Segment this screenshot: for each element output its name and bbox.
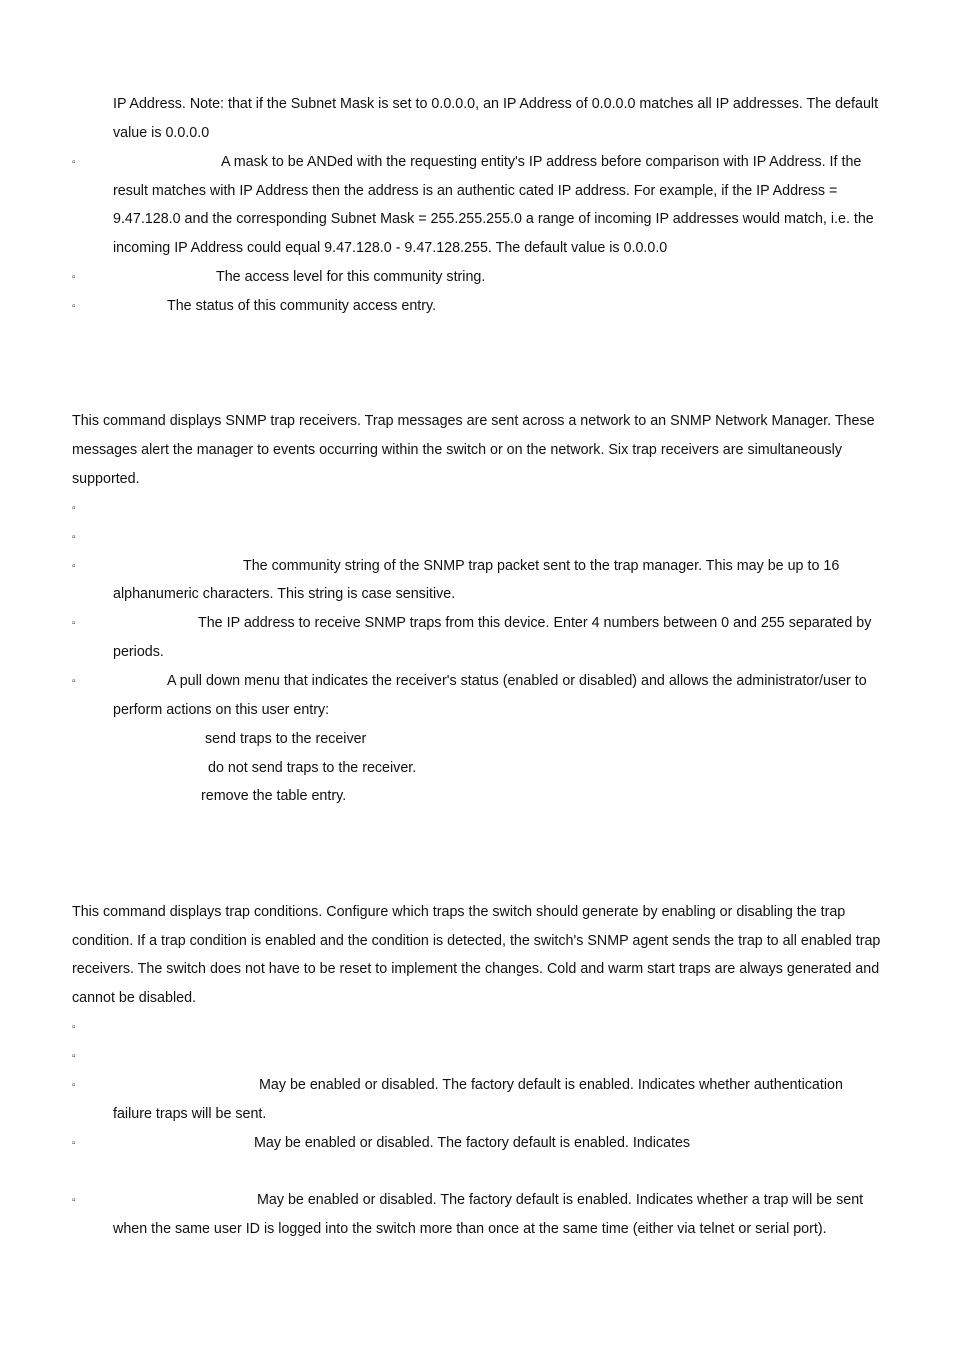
ip-address-desc-line-2: value is 0.0.0.0 — [113, 125, 210, 141]
receiver-status-desc-line-1: A pull down menu that indicates the receiver's status (enabled or disabled) and allows the administrator/user to — [167, 673, 867, 689]
multiple-users-flag-desc-line-1: May be enabled or disabled. The factory default is enabled. Indicates whether a trap will be sent — [257, 1192, 864, 1208]
bullet-marker: ▫ — [72, 676, 76, 687]
ip-address-receiver-desc-line-1: The IP address to receive SNMP traps from this device. Enter 4 numbers between 0 and 255 separated by — [198, 615, 872, 631]
status-option-disable-desc: do not send traps to the receiver. — [208, 760, 417, 776]
bullet-marker: ▫ — [72, 1051, 76, 1062]
bullet-marker: ▫ — [72, 301, 76, 312]
subnet-mask-desc-line-1: A mask to be ANDed with the requesting entity's IP address before comparison with IP Address. If the — [221, 154, 862, 170]
bullet-marker: ▫ — [72, 272, 76, 283]
authentication-flag-desc-line-2: failure traps will be sent. — [113, 1106, 267, 1122]
trap-flags-intro-line-2: condition. If a trap condition is enabled and the condition is detected, the switch's SNMP agent sends the trap to all enabled trap — [72, 933, 881, 949]
bullet-marker: ▫ — [72, 1138, 76, 1149]
status-desc: The status of this community access entry. — [167, 298, 437, 314]
bullet-marker: ▫ — [72, 1080, 76, 1091]
trap-flags-intro-line-4: cannot be disabled. — [72, 990, 197, 1006]
community-desc-line-2: alphanumeric characters. This string is case sensitive. — [113, 586, 456, 602]
bullet-marker: ▫ — [72, 618, 76, 629]
trap-flags-intro-line-1: This command displays trap conditions. Configure which traps the switch should generate by enabling or disabling the trap — [72, 904, 846, 920]
subnet-mask-desc-line-4: incoming IP Address could equal 9.47.128.0 - 9.47.128.255. The default value is 0.0.0.0 — [113, 240, 668, 256]
bullet-marker: ▫ — [72, 157, 76, 168]
receiver-status-desc-line-2: perform actions on this user entry: — [113, 702, 330, 718]
bullet-marker: ▫ — [72, 532, 76, 543]
ip-address-receiver-desc-line-2: periods. — [113, 644, 164, 660]
trap-flags-intro-line-3: receivers. The switch does not have to be reset to implement the changes. Cold and warm start traps are always generated and — [72, 961, 880, 977]
bullet-marker: ▫ — [72, 1195, 76, 1206]
community-desc-line-1: The community string of the SNMP trap packet sent to the trap manager. This may be up to 16 — [243, 558, 840, 574]
trap-receivers-intro-line-3: supported. — [72, 471, 140, 487]
multiple-users-flag-desc-line-2: when the same user ID is logged into the switch more than once at the same time (either via telnet or serial port). — [113, 1221, 827, 1237]
status-option-delete-desc: remove the table entry. — [201, 788, 347, 804]
access-level-desc: The access level for this community string. — [216, 269, 486, 285]
trap-receivers-intro-line-2: messages alert the manager to events occurring within the switch or on the network. Six trap receivers are simultaneously — [72, 442, 843, 458]
bullet-marker: ▫ — [72, 1022, 76, 1033]
subnet-mask-desc-line-2: result matches with IP Address then the address is an authentic cated IP address. For example, if the IP Address = — [113, 183, 838, 199]
trap-receivers-intro-line-1: This command displays SNMP trap receivers. Trap messages are sent across a network to an SNMP Network Manager. These — [72, 413, 875, 429]
status-option-enable-desc: send traps to the receiver — [205, 731, 367, 747]
bullet-marker: ▫ — [72, 561, 76, 572]
bullet-marker: ▫ — [72, 503, 76, 514]
authentication-flag-desc-line-1: May be enabled or disabled. The factory default is enabled. Indicates whether authentication — [259, 1077, 843, 1093]
link-updown-flag-desc: May be enabled or disabled. The factory default is enabled. Indicates — [254, 1135, 691, 1151]
ip-address-desc-line-1: IP Address. Note: that if the Subnet Mask is set to 0.0.0.0, an IP Address of 0.0.0.0 matches all IP addresses. The default — [113, 96, 879, 112]
subnet-mask-desc-line-3: 9.47.128.0 and the corresponding Subnet Mask = 255.255.255.0 a range of incoming IP addresses would match, i.e. the — [113, 211, 874, 227]
